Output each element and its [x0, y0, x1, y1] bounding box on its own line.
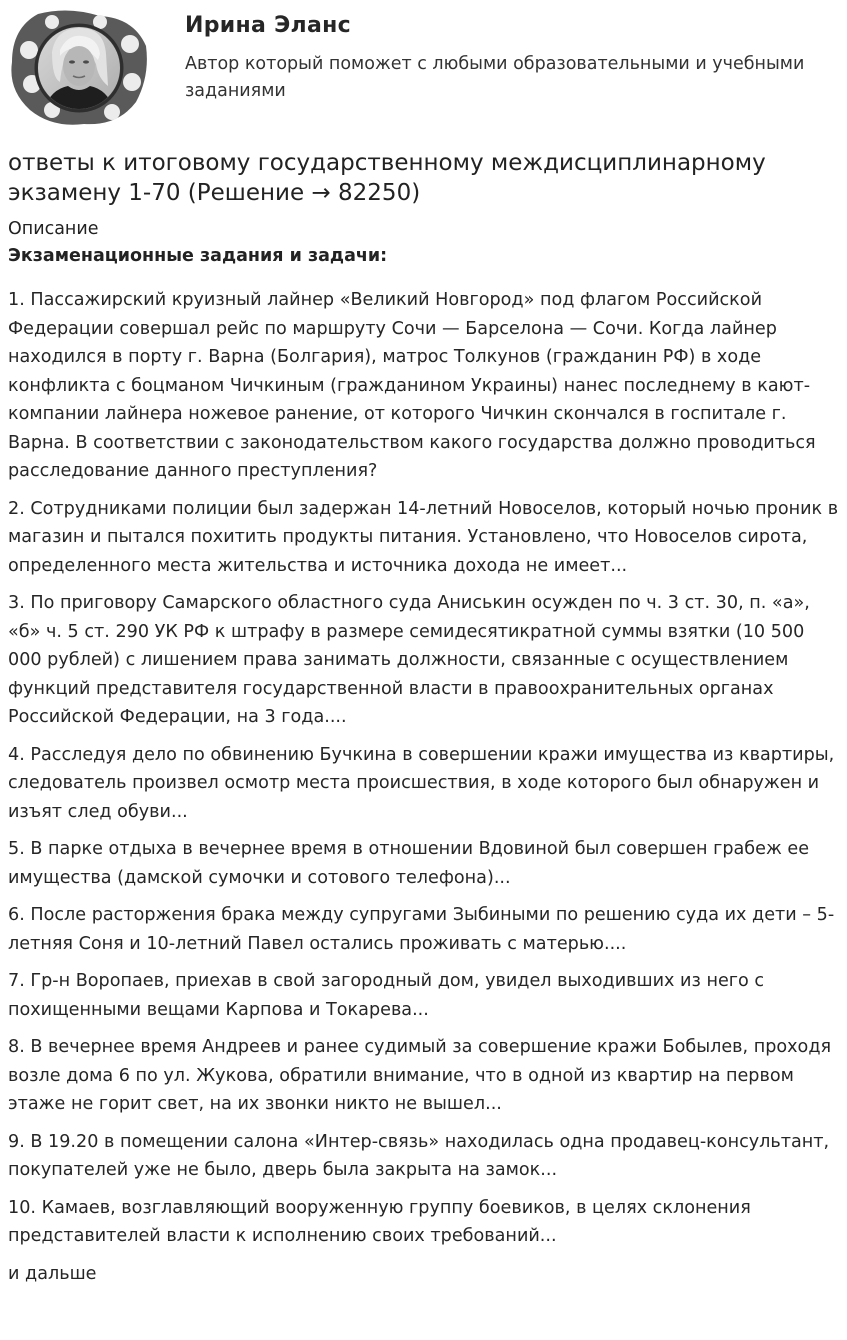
task-item: 4. Расследуя дело по обвинению Бучкина в совершении кражи имущества из квартиры, следователь произвел осмотр места происшествия, в ходе которого был обнаружен и изъят след обуви...	[8, 744, 835, 822]
task-item: 2. Сотрудниками полиции был задержан 14-летний Новоселов, который ночью проник в магазин и пытался похитить продукты питания. Установлено, что Новоселов сирота, определенного места жительства и источника дохода не имеет...	[8, 498, 839, 576]
document-content	[8, 148, 842, 1288]
task-item: 7. Гр-н Воропаев, приехав в свой загородный дом, увидел выходивших из него с похищенными вещами Карпова и Токарева...	[8, 971, 765, 1020]
film-reel-avatar-image	[8, 6, 150, 128]
task-item: 1. Пассажирский круизный лайнер «Великий Новгород» под флагом Российской Федерации совершал рейс по маршруту Сочи — Барселона — Сочи. Когда лайнер находился в порту г. Варна (Болгария), матрос Толкунов (гражданин РФ) в ходе конфликта с боцманом Чичкиным (гражданином Украины) нанес последнему в кают-компании лайнера ножевое ранение, от которого Чичкин скончался в госпитале г. Варна. В соответствии с законодательством какого государства должно проводиться расследование данного преступления?	[8, 290, 816, 481]
task-item: 3. По приговору Самарского областного суда Аниськин осужден по ч. 3 ст. 30, п. «а», «б» ч. 5 ст. 290 УК РФ к штрафу в размере семидесятикратной суммы взятки (10 500 000 рублей) с лишением права занимать должности, связанные с осуществлением функций представителя государственной власти в правоохранительных органах Российской Федерации, на 3 года....	[8, 593, 810, 727]
task-item: 8. В вечернее время Андреев и ранее судимый за совершение кражи Бобылев, проходя возле дома 6 по ул. Жукова, обратили внимание, что в одной из квартир на первом этаже не горит свет, на их звонки никто не вышел...	[8, 1037, 832, 1114]
task-item: 6. После расторжения брака между супругами Зыбиными по решению суда их дети – 5-летняя Соня и 10-летний Павел остались проживать с матерью....	[8, 905, 835, 954]
author-description: Автор который поможет с любыми образовательными и учебными заданиями	[185, 54, 805, 101]
more-text: и дальше	[8, 1263, 97, 1284]
task-list	[8, 286, 842, 1251]
author-avatar	[8, 6, 150, 128]
tasks-heading: Экзаменационные задания и задачи:	[8, 246, 388, 266]
task-item: 9. В 19.20 в помещении салона «Интер-связь» находилась одна продавец-консультант, покупателей уже не было, дверь была закрыта на замок...	[8, 1131, 830, 1180]
description-label: Описание	[8, 219, 99, 239]
author-name[interactable]: Ирина Эланс	[185, 13, 351, 38]
document-title: ответы к итоговому государственному междисциплинарному экзамену 1-70 (Решение → 82250)	[8, 150, 766, 206]
task-item: 5. В парке отдыха в вечернее время в отношении Вдовиной был совершен грабеж ее имущества (дамской сумочки и сотового телефона)...	[8, 839, 810, 888]
task-item: 10. Камаев, возглавляющий вооруженную группу боевиков, в целях склонения представителей власти к исполнению своих требований...	[8, 1197, 751, 1246]
author-header	[0, 0, 847, 140]
